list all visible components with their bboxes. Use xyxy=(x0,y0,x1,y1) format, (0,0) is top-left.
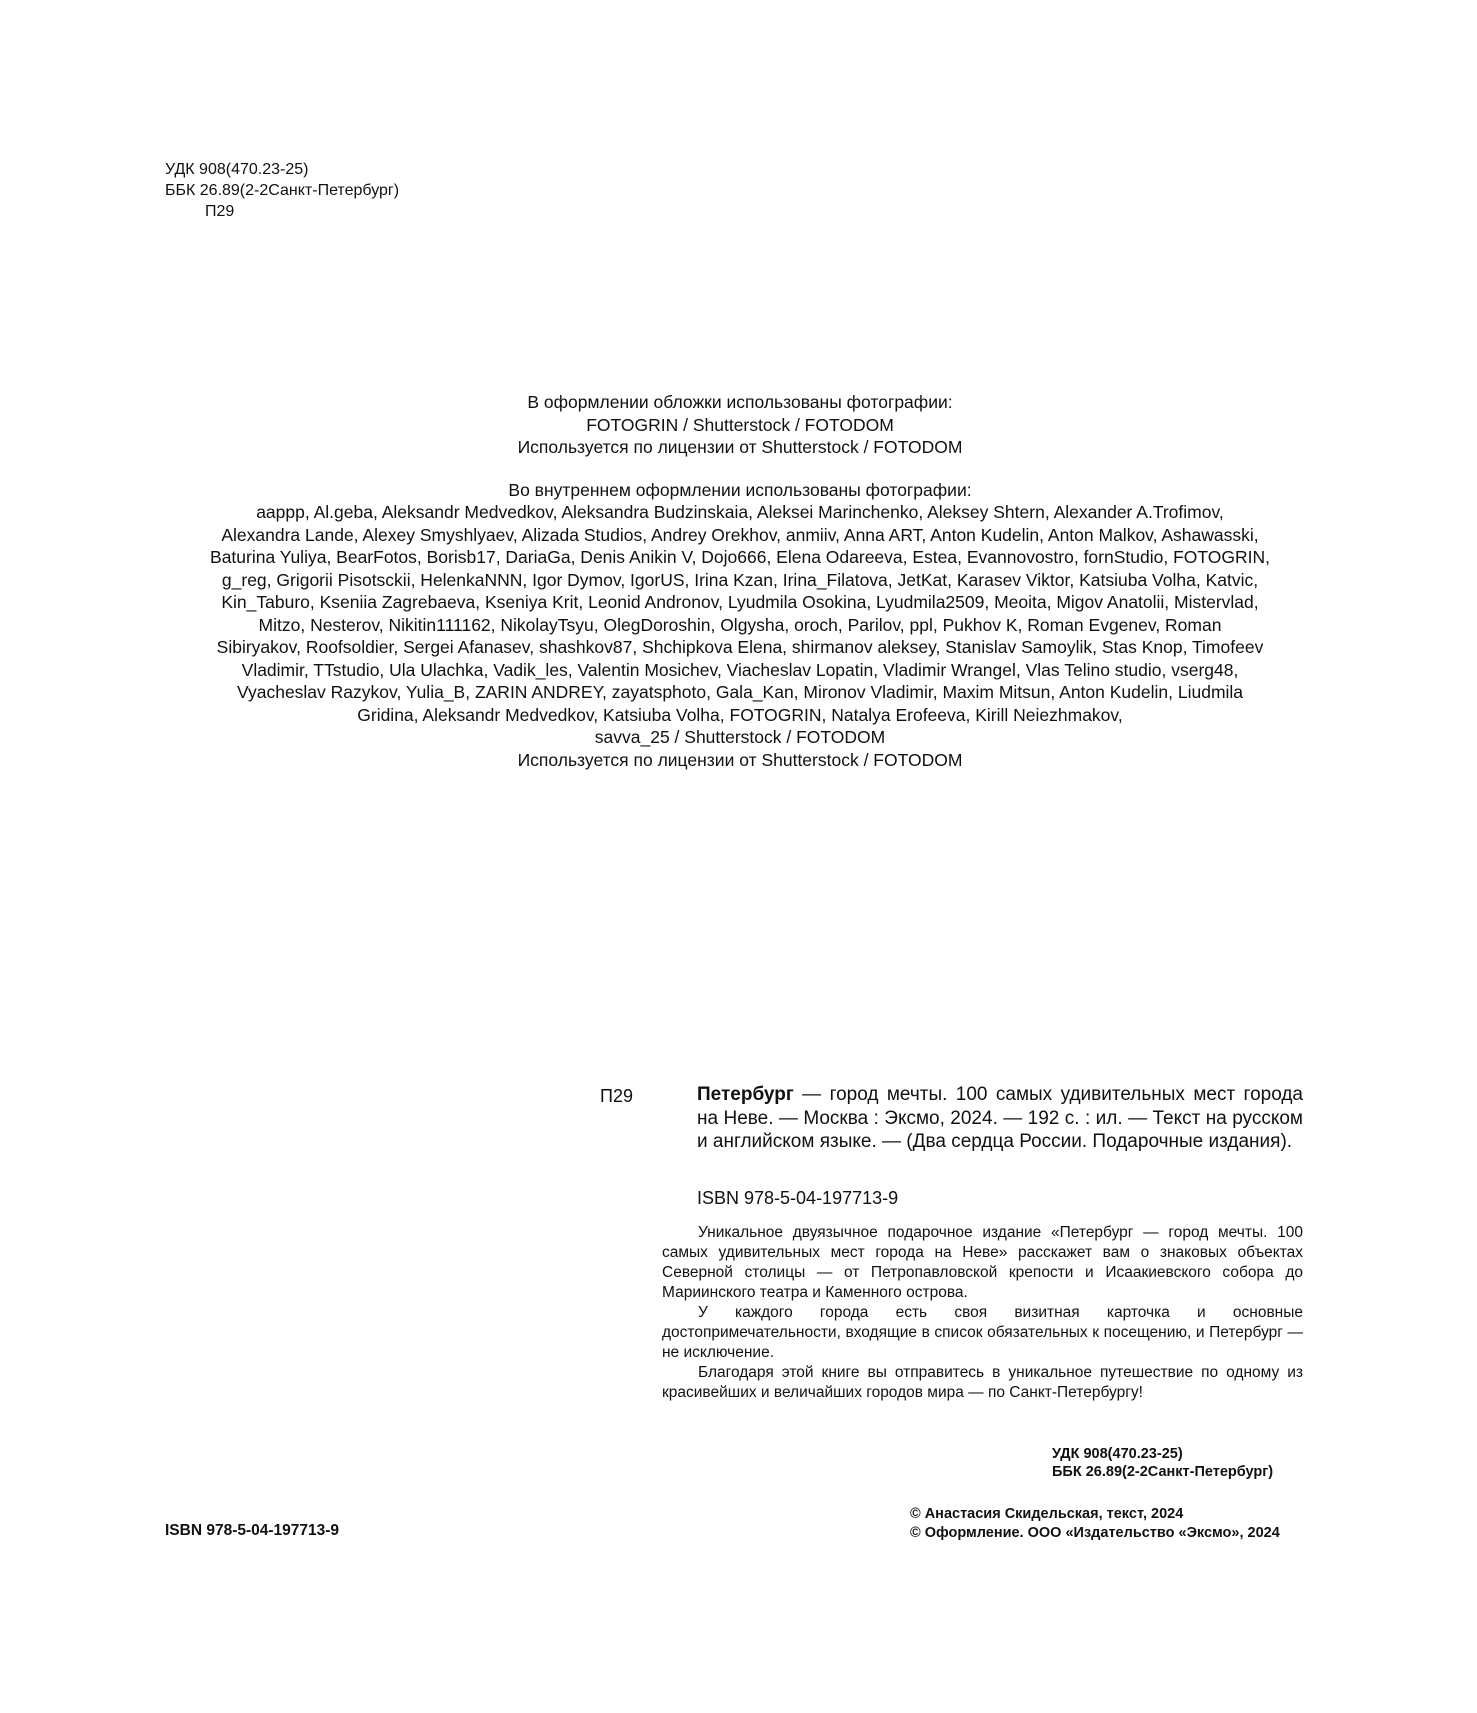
record-description: — город мечты. 100 самых удивительных мест города на Неве. — Москва : Эксмо, 2024. — 192 с. : ил. — Текст на русском и английском языке. — (Два сердца России. Подарочные издания). xyxy=(697,1084,1303,1152)
annotation-paragraph: У каждого города есть своя визитная карточка и основные достопримечательности, входящие в список обязательных к посещению, и Петербург — не исключение. xyxy=(662,1304,1303,1361)
inner-credits-line: Mitzo, Nesterov, Nikitin111162, NikolayTsyu, OlegDoroshin, Olgysha, oroch, Parilov, ppl, Pukhov K, Roman Evgenev, Roman xyxy=(258,614,1222,635)
inner-credits-heading: Во внутреннем оформлении использованы фотографии: xyxy=(508,479,972,500)
annotation-paragraph: Уникальное двуязычное подарочное издание «Петербург — город мечты. 100 самых удивительных мест города на Неве» расскажет вам о знаковых объектах Северной столицы — от Петропавловской крепости и Исаакиевского собора до Мариинского театра и Каменного острова. xyxy=(662,1224,1303,1301)
classification-bottom xyxy=(1052,1445,1273,1481)
record-title: Петербург xyxy=(697,1084,794,1105)
copyright-block xyxy=(910,1505,1280,1543)
cover-credits-sources: FOTOGRIN / Shutterstock / FOTODOM xyxy=(586,414,894,435)
inner-credits-line: Baturina Yuliya, BearFotos, Borisb17, DariaGa, Denis Anikin V, Dojo666, Elena Odareeva, Estea, Evannovostro, fornStudio, FOTOGRIN, xyxy=(210,547,1270,567)
annotation xyxy=(662,1223,1303,1403)
udk-code-top: УДК 908(470.23-25) xyxy=(165,161,309,178)
bibliographic-record xyxy=(697,1083,1303,1154)
inner-credits-line: g_reg, Grigorii Pisotsckii, HelenkaNNN, Igor Dymov, IgorUS, Irina Kzan, Irina_Filatova, JetKat, Karasev Viktor, Katsiuba Volha, Katvic, xyxy=(221,569,1259,590)
inner-credits-line: aappp, Al.geba, Aleksandr Medvedkov, Aleksandra Budzinskaia, Aleksei Marinchenko, Aleksey Shtern, Alexander A.Trofimov, xyxy=(256,502,1224,522)
annotation-paragraph: Благодаря этой книге вы отправитесь в уникальное путешествие по одному из красивейших и величайших городов мира — по Санкт-Петербургу! xyxy=(662,1364,1303,1401)
photo-credits xyxy=(150,391,1330,771)
classification-top xyxy=(165,159,399,222)
bbk-code-top: ББК 26.89(2-2Санкт-Петербург) xyxy=(165,182,400,199)
copyright-text: © Анастасия Скидельская, текст, 2024 xyxy=(910,1506,1184,1522)
inner-credits-line: Alexandra Lande, Alexey Smyshlyaev, Alizada Studios, Andrey Orekhov, anmiiv, Anna ART, Anton Kudelin, Anton Malkov, Ashawasski, xyxy=(221,524,1259,545)
credits-spacer xyxy=(150,459,1330,479)
inner-credits-line: Sibiryakov, Roofsoldier, Sergei Afanasev, shashkov87, Shchipkova Elena, shirmanov aleksey, Stanislav Samoylik, Stas Knop, Timofeev xyxy=(216,637,1264,657)
record-index-mark: П29 xyxy=(600,1086,633,1106)
copyright-design: © Оформление. ООО «Издательство «Эксмо», 2024 xyxy=(910,1525,1280,1541)
inner-credits-line: savva_25 / Shutterstock / FOTODOM xyxy=(594,727,886,747)
footer-isbn: ISBN 978-5-04-197713-9 xyxy=(165,1522,340,1539)
inner-credits-line: Vladimir, TTstudio, Ula Ulachka, Vadik_les, Valentin Mosichev, Viacheslav Lopatin, Vladimir Wrangel, Vlas Telino studio, vserg48, xyxy=(241,659,1239,680)
inner-credits-license: Используется по лицензии от Shutterstock / FOTODOM xyxy=(517,749,963,770)
author-mark-top: П29 xyxy=(205,203,235,220)
inner-credits-line: Kin_Taburo, Kseniia Zagrebaeva, Kseniya Krit, Leonid Andronov, Lyudmila Osokina, Lyudmila2509, Meoita, Migov Anatolii, Mistervlad, xyxy=(221,592,1259,612)
cover-credits-license: Используется по лицензии от Shutterstock / FOTODOM xyxy=(517,437,963,457)
bbk-code-bottom: ББК 26.89(2-2Санкт-Петербург) xyxy=(1052,1464,1274,1480)
record-isbn: ISBN 978-5-04-197713-9 xyxy=(697,1188,899,1208)
inner-credits-line: Gridina, Aleksandr Medvedkov, Katsiuba Volha, FOTOGRIN, Natalya Erofeeva, Kirill Neiezhmakov, xyxy=(357,704,1123,725)
cover-credits-heading: В оформлении обложки использованы фотографии: xyxy=(527,392,953,412)
udk-code-bottom: УДК 908(470.23-25) xyxy=(1052,1446,1183,1462)
inner-credits-line: Vyacheslav Razykov, Yulia_B, ZARIN ANDREY, zayatsphoto, Gala_Kan, Mironov Vladimir, Maxim Mitsun, Anton Kudelin, Liudmila xyxy=(236,682,1244,702)
